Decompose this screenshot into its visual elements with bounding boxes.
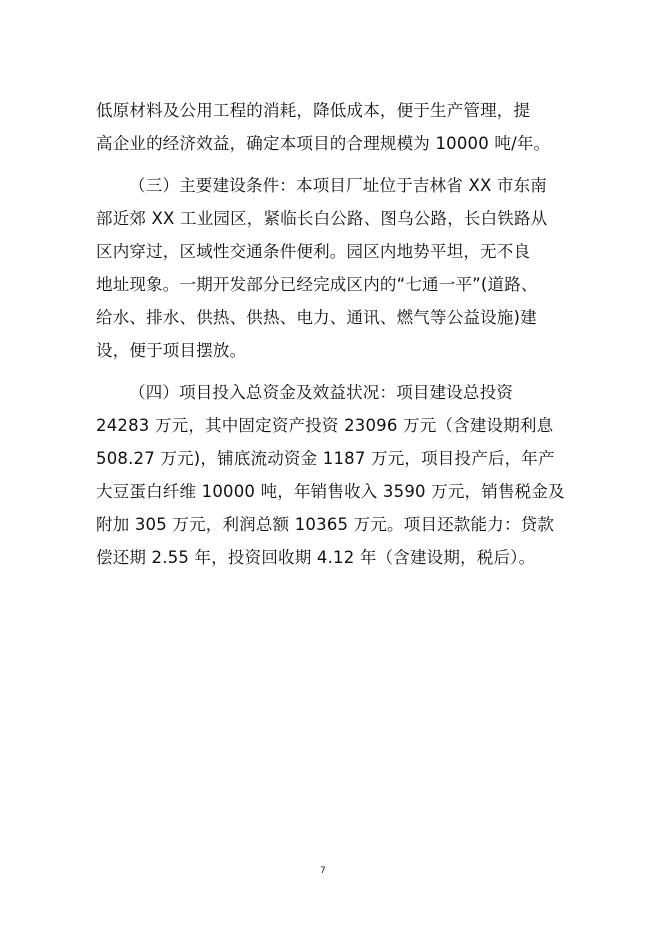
body-text-line: 大豆蛋白纤维 10000 吨，年销售收入 3590 万元，销售税金及 [96, 482, 565, 501]
body-text-line: 508.27 万元)，铺底流动资金 1187 万元，项目投产后，年产 [96, 449, 555, 468]
body-text-line: 地址现象。一期开发部分已经完成区内的“七通一平”(道路、 [96, 275, 538, 294]
page-number: 7 [320, 866, 326, 876]
body-text-line: 24283 万元，其中固定资产投资 23096 万元（含建设期利息 [96, 416, 554, 435]
body-text-line: 附加 305 万元，利润总额 10365 万元。项目还款能力：贷款 [96, 515, 555, 534]
body-text-line: 低原材料及公用工程的消耗，降低成本，便于生产管理，提 [96, 101, 531, 120]
body-text-line: 高企业的经济效益，确定本项目的合理规模为 10000 吨/年。 [96, 134, 551, 153]
section-three-heading-line: （三）主要建设条件：本项目厂址位于吉林省 XX 市东南 [129, 176, 547, 195]
body-text-line: 部近郊 XX 工业园区，紧临长白公路、图乌公路，长白铁路从 [96, 209, 548, 228]
body-text-line: 给水、排水、供热、供热、电力、通讯、燃气等公益设施)建 [96, 308, 537, 327]
body-text-line: 区内穿过，区域性交通条件便利。园区内地势平坦，无不良 [96, 242, 531, 261]
body-text-line: 设，便于项目摆放。 [96, 341, 247, 360]
body-text-line: 偿还期 2.55 年，投资回收期 4.12 年（含建设期，税后）。 [96, 548, 536, 567]
section-four-heading-line: （四）项目投入总资金及效益状况：项目建设总投资 [129, 383, 514, 402]
